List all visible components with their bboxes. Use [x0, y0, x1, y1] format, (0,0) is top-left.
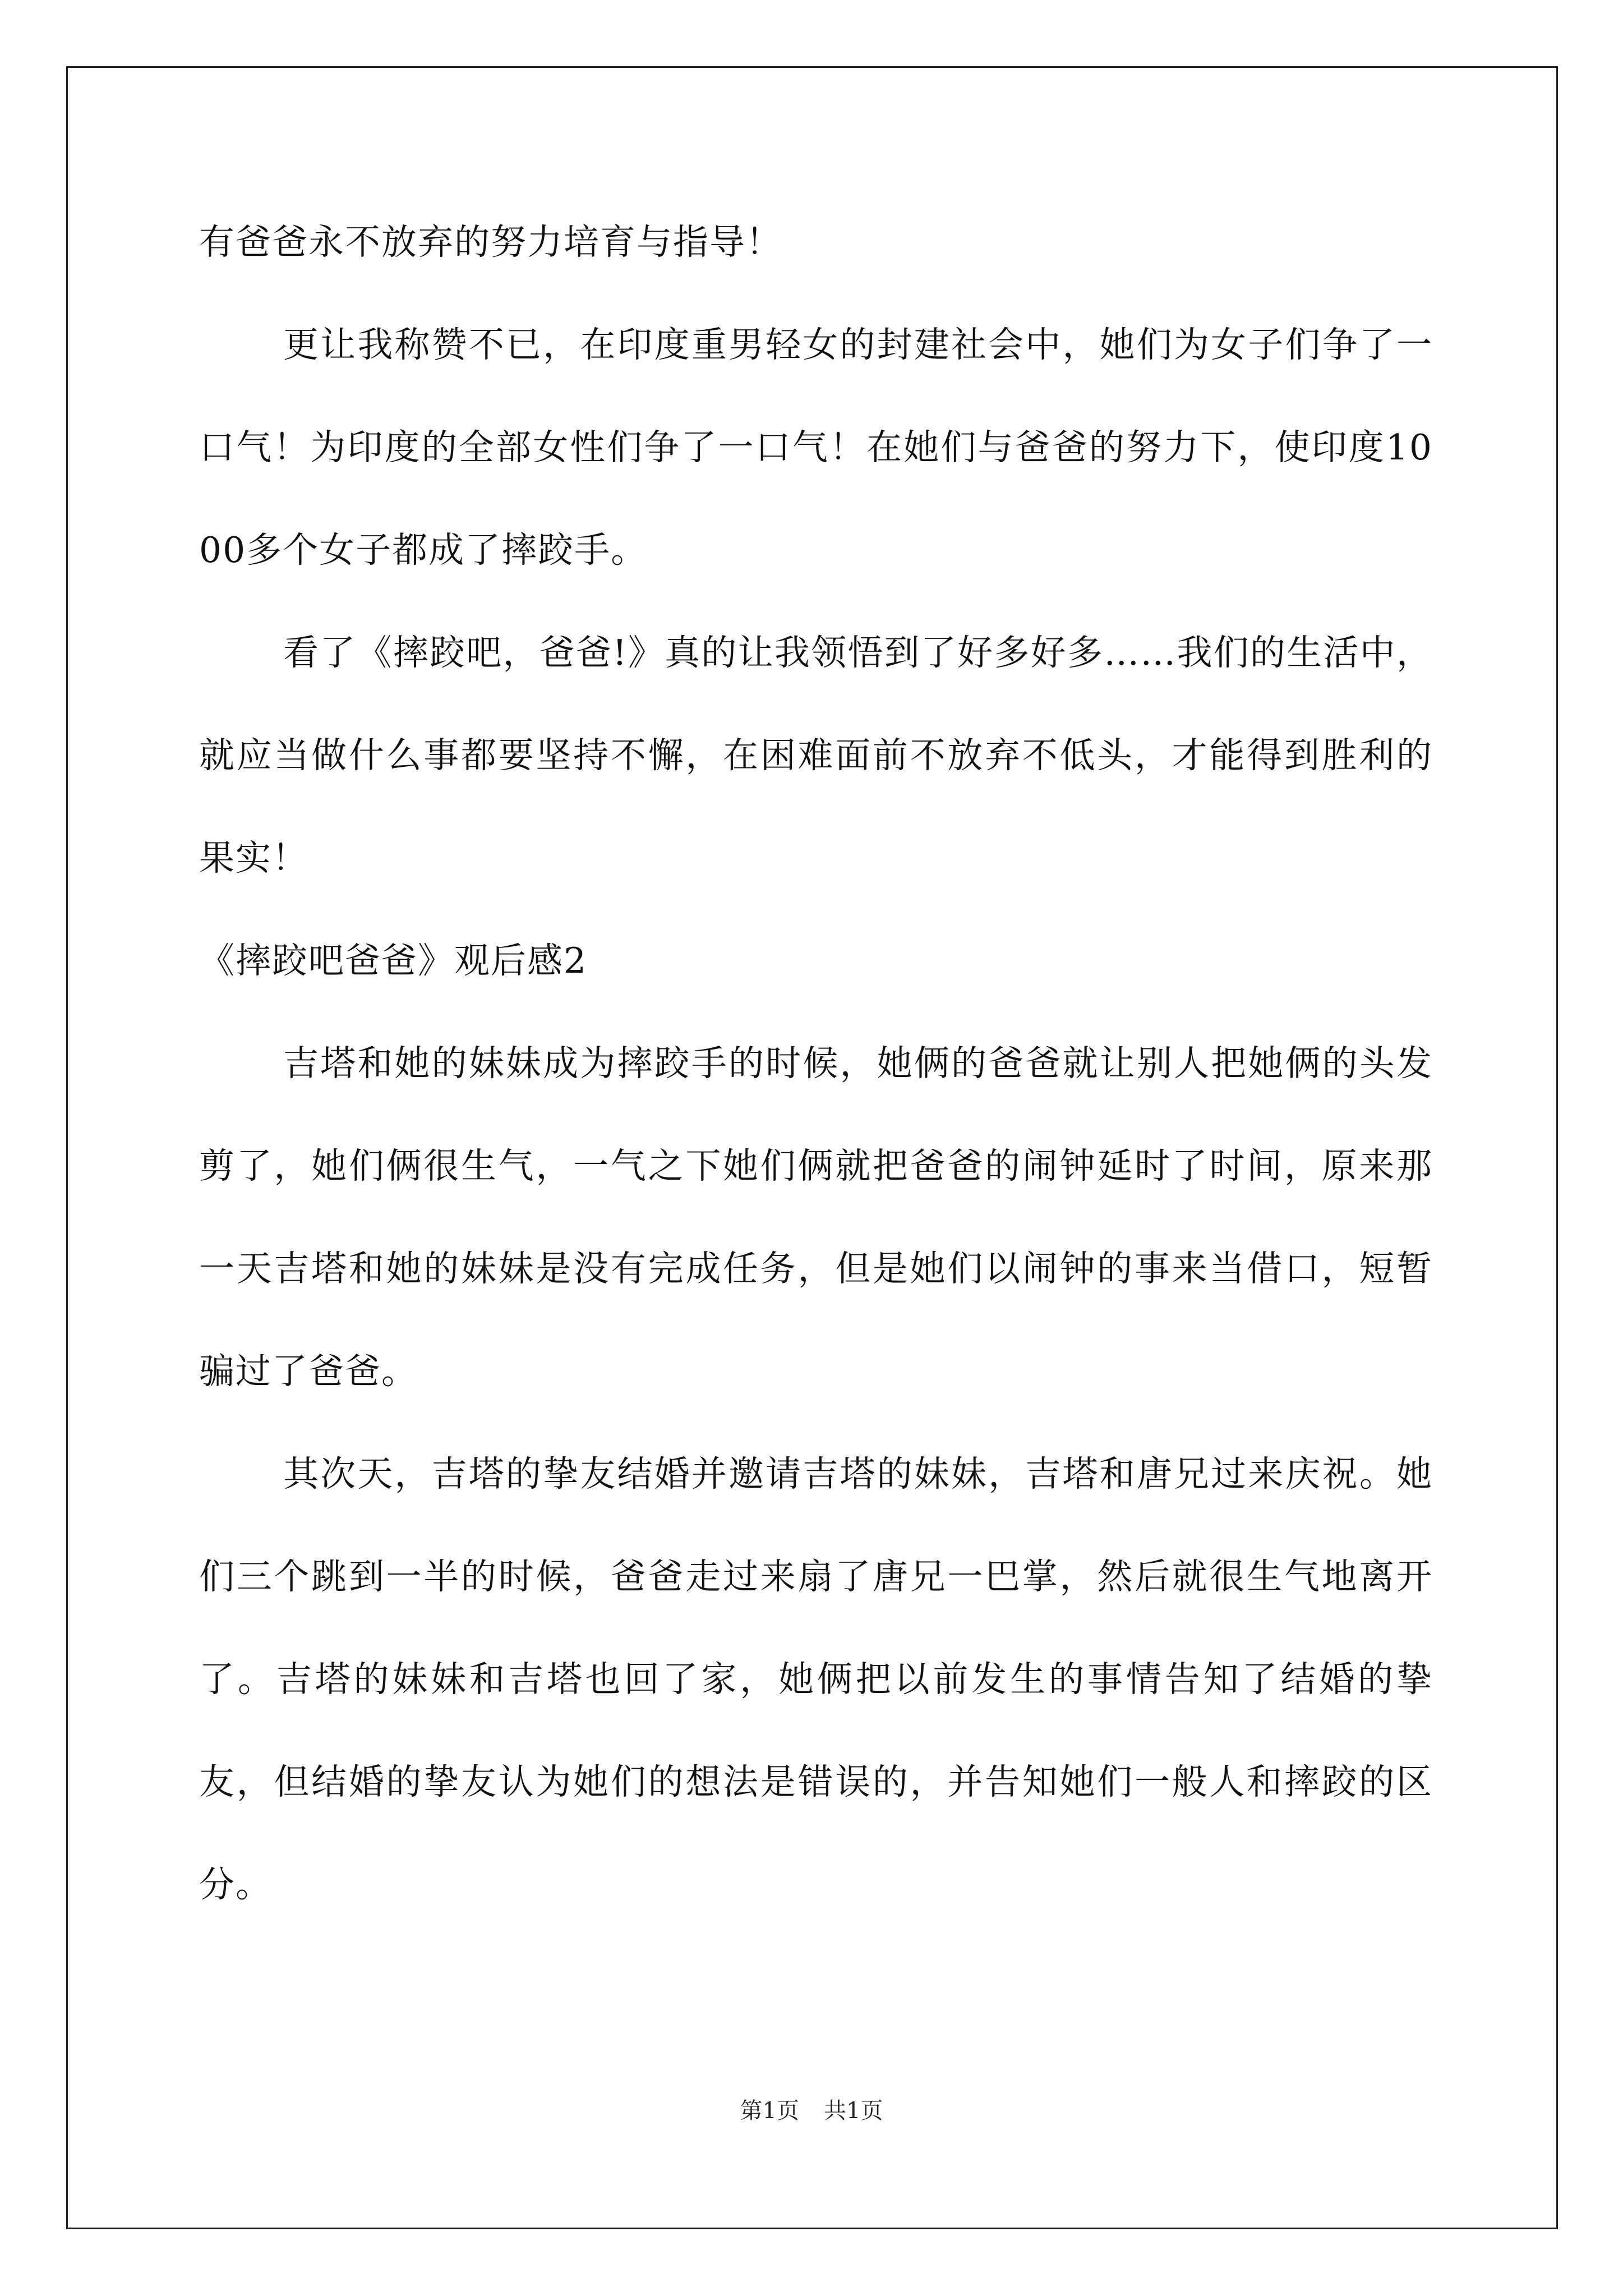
paragraph-1: 有爸爸永不放弃的努力培育与指导！	[199, 222, 782, 263]
page-number: 第1页	[740, 2098, 799, 2124]
page-total: 共1页	[824, 2098, 883, 2124]
page-footer	[0, 2097, 1623, 2125]
paragraph-4: 吉塔和她的妹妹成为摔跤手的时候，她俩的爸爸就让别人把她俩的头发剪了，她们俩很生气，一气之下她们俩就把爸爸的闹钟延时了时间，原来那一天吉塔和她的妹妹是没有完成任务，但是她们以闹钟的事来当借口，短暂骗过了爸爸。	[199, 1043, 1433, 1392]
paragraph-5: 其次天，吉塔的挚友结婚并邀请吉塔的妹妹，吉塔和唐兄过来庆祝。她们三个跳到一半的时候，爸爸走过来扇了唐兄一巴掌，然后就很生气地离开了。吉塔的妹妹和吉塔也回了家，她俩把以前发生的事情告知了结婚的挚友，但结婚的挚友认为她们的想法是错误的，并告知她们一般人和摔跤的区分。	[199, 1453, 1433, 1905]
section-heading: 《摔跤吧爸爸》观后感2	[199, 940, 588, 981]
document-body	[199, 191, 1433, 1936]
paragraph-2: 更让我称赞不已，在印度重男轻女的封建社会中，她们为女子们争了一口气！为印度的全部女性们争了一口气！在她们与爸爸的努力下，使印度1000多个女子都成了摔跤手。	[199, 324, 1433, 570]
paragraph-3: 看了《摔跤吧，爸爸!》真的让我领悟到了好多好多……我们的生活中，就应当做什么事都要坚持不懈，在困难面前不放弃不低头，才能得到胜利的果实！	[199, 632, 1433, 878]
